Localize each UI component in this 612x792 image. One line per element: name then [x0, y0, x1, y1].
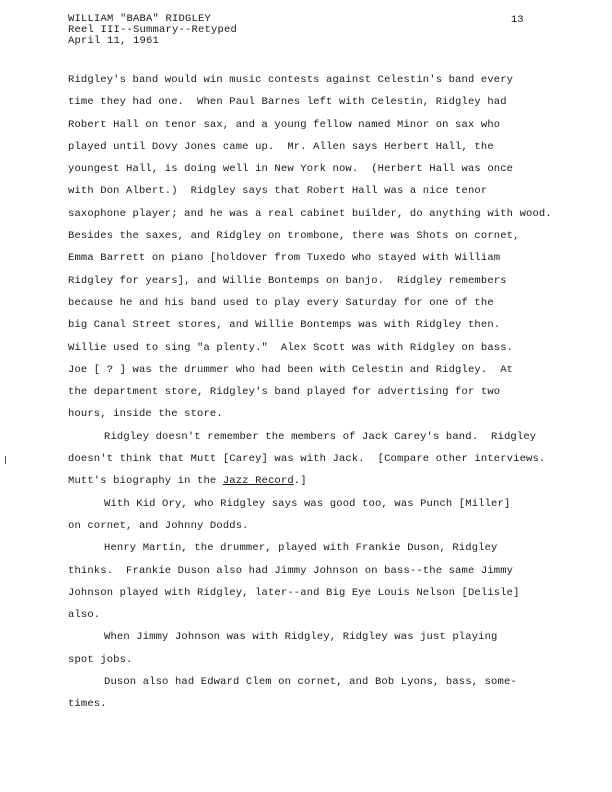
text-line: Besides the saxes, and Ridgley on trombone, there was Shots on cornet,: [68, 230, 520, 243]
text-line: When Jimmy Johnson was with Ridgley, Ridgley was just playing: [104, 631, 498, 644]
text-line: Ridgley for years], and Willie Bontemps on banjo. Ridgley remembers: [68, 274, 507, 287]
text-line: doesn't think that Mutt [Carey] was with Jack. [Compare other interviews.: [68, 453, 546, 466]
text-line: spot jobs.: [68, 653, 133, 666]
document-header: [68, 14, 237, 47]
text-line: Duson also had Edward Clem on cornet, and Bob Lyons, bass, some-: [104, 676, 517, 689]
text-line: thinks. Frankie Duson also had Jimmy Johnson on bass--the same Jimmy: [68, 564, 514, 577]
text-line: Ridgley doesn't remember the members of Jack Carey's band. Ridgley: [104, 430, 537, 443]
text-line: Willie used to sing "a plenty." Alex Scott was with Ridgley on bass.: [68, 341, 514, 354]
text-line: Ridgley's band would win music contests against Celestin's band every: [68, 74, 514, 86]
publication-title: Jazz Record: [222, 475, 294, 488]
text-line: also.: [68, 609, 101, 622]
text-line: with Don Albert.) Ridgley says that Robert Hall was a nice tenor: [68, 185, 488, 198]
header-date: April 11, 1961: [68, 35, 160, 47]
summary-body: [68, 69, 588, 716]
margin-mark: [5, 456, 6, 464]
text-segment: Mutt's biography in the: [68, 475, 223, 488]
text-line: Johnson played with Ridgley, later--and Big Eye Louis Nelson [Delisle]: [68, 586, 520, 599]
text-line: the department store, Ridgley's band played for advertising for two: [68, 386, 501, 399]
text-line: time they had one. When Paul Barnes left with Celestin, Ridgley had: [68, 96, 507, 109]
text-line: big Canal Street stores, and Willie Bontemps was with Ridgley then.: [68, 319, 501, 332]
text-line: youngest Hall, is doing well in New York now. (Herbert Hall was once: [68, 163, 514, 176]
page-number: 13: [511, 14, 524, 26]
header-interviewee-name: WILLIAM "BABA" RIDGLEY: [68, 13, 212, 25]
text-line: times.: [68, 698, 107, 711]
text-segment: .]: [293, 475, 307, 488]
text-line: Henry Martin, the drummer, played with Frankie Duson, Ridgley: [104, 542, 498, 555]
text-line: hours, inside the store.: [68, 408, 223, 421]
text-line: With Kid Ory, who Ridgley says was good too, was Punch [Miller]: [104, 497, 511, 510]
text-line: played until Dovy Jones came up. Mr. Allen says Herbert Hall, the: [68, 140, 494, 153]
header-reel-info: Reel III--Summary--Retyped: [68, 24, 238, 36]
text-line: on cornet, and Johnny Dodds.: [68, 519, 249, 532]
text-line: [68, 470, 588, 492]
text-line: Joe [ ? ] was the drummer who had been with Celestin and Ridgley. At: [68, 363, 514, 376]
text-line: because he and his band used to play every Saturday for one of the: [68, 296, 494, 309]
text-line: Robert Hall on tenor sax, and a young fellow named Minor on sax who: [68, 118, 501, 131]
text-line: Emma Barrett on piano [holdover from Tuxedo who stayed with William: [68, 252, 501, 265]
text-line: saxophone player; and he was a real cabinet builder, do anything with wood.: [68, 207, 552, 220]
